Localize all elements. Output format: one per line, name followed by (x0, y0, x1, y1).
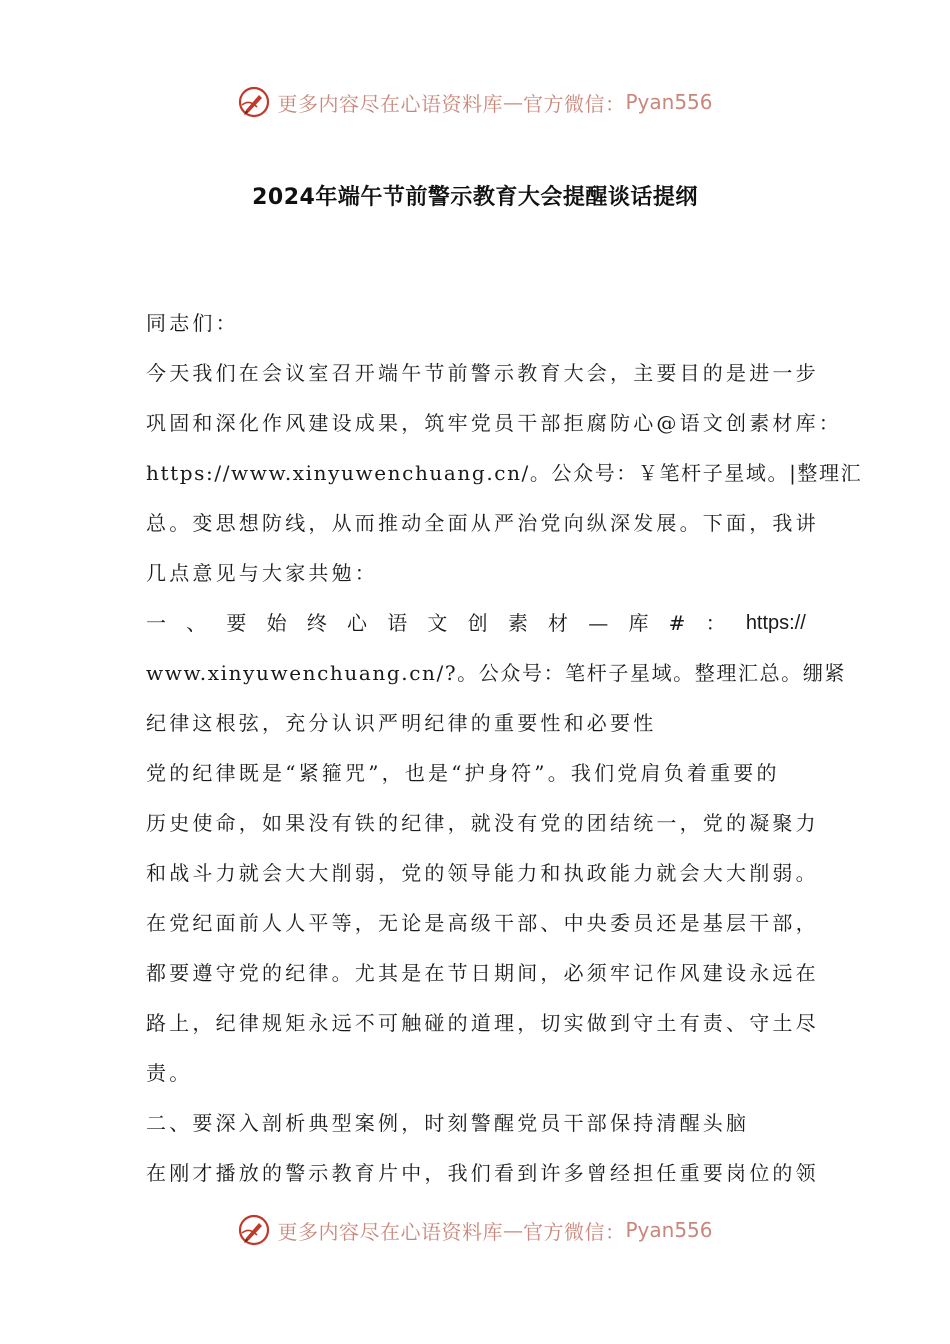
banner-wechat-label: 官方微信： (522, 1219, 626, 1244)
header-banner (0, 82, 950, 122)
heading-char: 要 (226, 611, 247, 635)
text-line: 巩固和深化作风建设成果，筑牢党员干部拒腐防心@语文创素材库： (146, 411, 842, 435)
banner-wechat-id: Pyan556 (625, 90, 713, 114)
banner-text: 更多内容尽在心语资料库 (277, 91, 503, 116)
heading-char: 材 (548, 611, 569, 635)
text-line: 党的纪律既是“紧箍咒”，也是“护身符”。我们党肩负着重要的 (146, 761, 780, 785)
text-line: 同志们： (146, 311, 239, 335)
heading-char: 文 (427, 611, 448, 635)
text-line: 历史使命，如果没有铁的纪律，就没有党的团结统一，党的凝聚力 (146, 811, 819, 835)
text-line: https://www.xinyuwenchuang.cn/。公众号：￥笔杆子星域。|整理汇 (146, 461, 863, 485)
heading-char: 心 (347, 611, 368, 635)
banner-wechat-id: Pyan556 (625, 1218, 713, 1242)
text-line: 路上，纪律规矩永远不可触碰的道理，切实做到守土有责、守土尽 (146, 1011, 819, 1035)
banner-separator: — (502, 1218, 523, 1242)
text-line-heading-1 (146, 598, 806, 648)
pen-logo-icon (237, 85, 271, 119)
text-line: 纪律这根弦，充分认识严明纪律的重要性和必要性 (146, 711, 657, 735)
text-line: 在刚才播放的警示教育片中，我们看到许多曾经担任重要岗位的领 (146, 1161, 819, 1185)
text-line: www.xinyuwenchuang.cn/?。公众号：笔杆子星域。整理汇总。绷紧 (146, 661, 846, 685)
document-body (146, 298, 863, 1198)
text-line: 和战斗力就会大大削弱，党的领导能力和执政能力就会大大削弱。 (146, 861, 819, 885)
heading-char: — (588, 611, 609, 635)
heading-char: 始 (266, 611, 287, 635)
heading-char: ： (705, 611, 726, 635)
heading-char: 终 (306, 611, 327, 635)
text-line: 总。变思想防线，从而推动全面从严治党向纵深发展。下面，我讲 (146, 511, 819, 535)
heading-char: 语 (387, 611, 408, 635)
heading-url: https:// (745, 612, 806, 634)
heading-char: 、 (186, 611, 207, 635)
banner-text: 更多内容尽在心语资料库 (277, 1219, 503, 1244)
document-title: 2024年端午节前警示教育大会提醒谈话提纲 (252, 185, 698, 210)
text-line: 几点意见与大家共勉： (146, 561, 378, 585)
banner-wechat-label: 官方微信： (522, 91, 626, 116)
text-line: 在党纪面前人人平等，无论是高级干部、中央委员还是基层干部， (146, 911, 819, 935)
footer-banner (0, 1210, 950, 1250)
pen-logo-icon (237, 1213, 271, 1247)
heading-char: # (668, 611, 686, 635)
heading-char: 一 (146, 611, 166, 635)
section-heading-2: 二、要深入剖析典型案例，时刻警醒党员干部保持清醒头脑 (146, 1111, 750, 1135)
heading-char: 库 (628, 611, 649, 635)
heading-char: 创 (467, 611, 488, 635)
text-line: 都要遵守党的纪律。尤其是在节日期间，必须牢记作风建设永远在 (146, 961, 819, 985)
text-line: 今天我们在会议室召开端午节前警示教育大会，主要目的是进一步 (146, 361, 819, 385)
text-line: 责。 (146, 1061, 193, 1085)
heading-char: 素 (507, 611, 528, 635)
banner-separator: — (502, 90, 523, 114)
